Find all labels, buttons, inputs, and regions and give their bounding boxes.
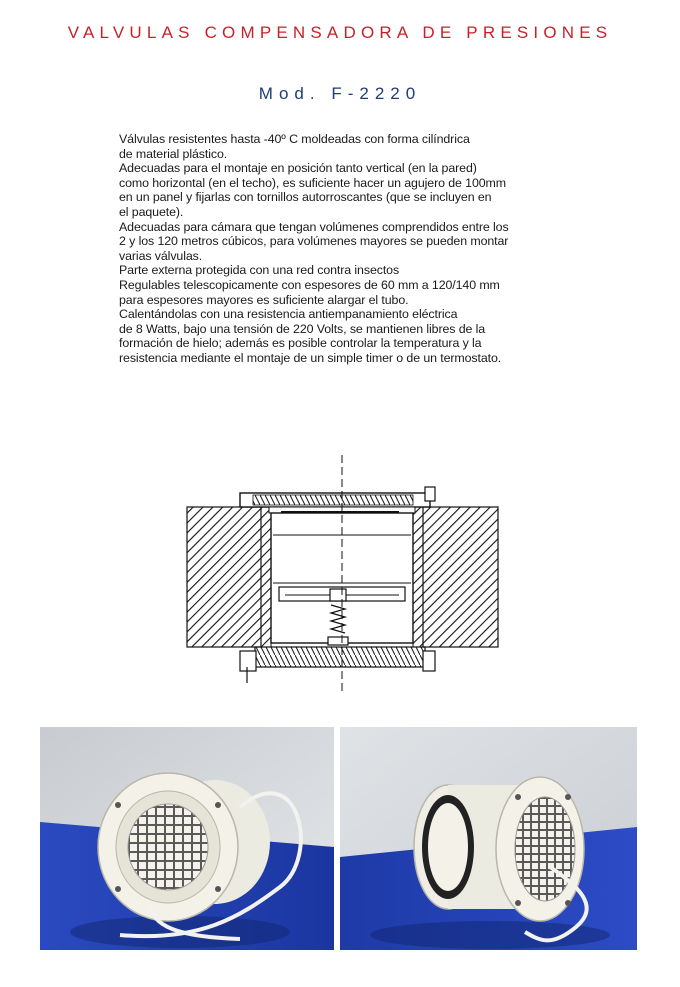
- description-paragraph: [119, 132, 569, 366]
- valve-photo-front-icon: [40, 727, 334, 950]
- description-line: Parte externa protegida con una red contra insectos: [119, 263, 400, 278]
- description-line: en un panel y fijarlas con tornillos autorroscantes (que se incluyen en: [119, 190, 492, 205]
- description-line: como horizontal (en el techo), es suficiente hacer un agujero de 100mm: [119, 175, 506, 190]
- description-line: 2 y los 120 metros cúbicos, para volúmenes mayores se pueden montar: [119, 234, 509, 249]
- model-number: Mod. F-2220: [258, 84, 422, 103]
- valve-photo-front: [40, 727, 334, 950]
- valve-photo-side-icon: [340, 727, 637, 950]
- description-line: Adecuadas para el montaje en posición tanto vertical (en la pared): [119, 161, 477, 176]
- description-line: Adecuadas para cámara que tengan volúmenes comprendidos entre los: [119, 219, 509, 234]
- wall-right: [423, 507, 498, 647]
- description-line: varias válvulas.: [119, 248, 203, 263]
- description-line: de material plástico.: [119, 146, 228, 161]
- cross-section-drawing: [185, 455, 500, 695]
- description-line: resistencia mediante el montaje de un simple timer o de un termostato.: [119, 350, 502, 365]
- description-line: para espesores mayores es suficiente alargar el tubo.: [119, 292, 409, 307]
- description-line: Calentándolas con una resistencia antiempanamiento eléctrica: [119, 307, 458, 322]
- description-line: formación de hielo; además es posible controlar la temperatura y la: [119, 336, 482, 351]
- document-title: VALVULAS COMPENSADORA DE PRESIONES: [67, 23, 613, 42]
- description-line: de 8 Watts, bajo una tensión de 220 Volts, se mantienen libres de la: [119, 321, 486, 336]
- description-line: el paquete).: [119, 204, 184, 219]
- valve-photo-side: [340, 727, 637, 950]
- description-line: Válvulas resistentes hasta -40º C moldeadas con forma cilíndrica: [119, 132, 470, 146]
- wall-left: [187, 507, 261, 647]
- description-line: Regulables telescopicamente con espesores de 60 mm a 120/140 mm: [119, 277, 500, 292]
